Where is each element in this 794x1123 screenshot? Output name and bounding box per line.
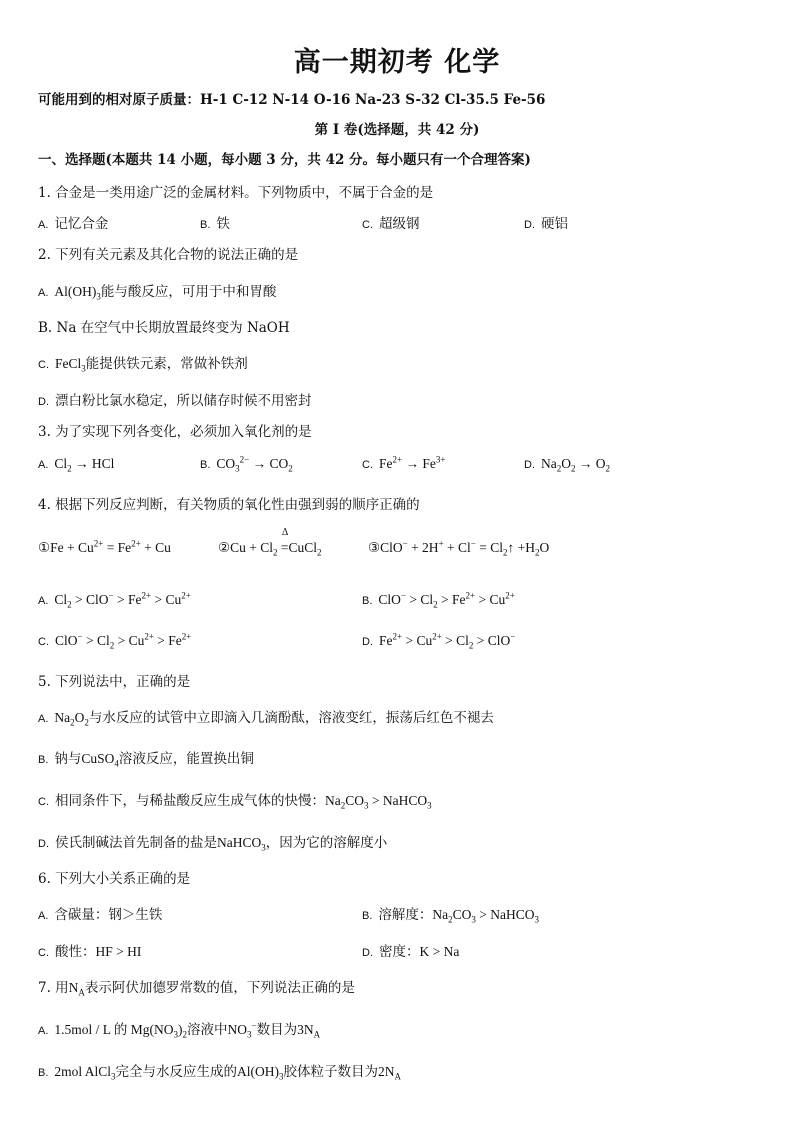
q3-option-a[interactable]: A. $Cl_2$ → HCl xyxy=(38,456,115,474)
q2-stem: 2. 下列有关元素及其化合物的说法正确的是 xyxy=(38,247,299,263)
q2-option-b[interactable]: B. Na 在空气中长期放置最终变为 NaOH xyxy=(38,320,290,336)
q4-option-d[interactable]: D. $Fe^{2+} > Cu^{2+} > Cl_2 > ClO^-$ xyxy=(362,631,516,651)
q6-option-a[interactable]: A. 含碳量：钢＞生铁 xyxy=(38,907,163,923)
q6-stem: 6. 下列大小关系正确的是 xyxy=(38,871,191,887)
q7-option-a[interactable]: A. 1.5mol / L 的 $Mg(NO_3)_2$溶液中$NO_3^-$数目为$3N_A$ xyxy=(38,1020,321,1040)
q4-stem: 4. 根据下列反应判断，有关物质的氧化性由强到弱的顺序正确的 xyxy=(38,497,420,513)
section-heading: 第 I 卷(选择题，共 42 分) xyxy=(314,122,480,138)
q3-stem: 3. 为了实现下列各变化，必须加入氧化剂的是 xyxy=(38,424,312,440)
q5-stem: 5. 下列说法中，正确的是 xyxy=(38,674,191,690)
q3-option-d[interactable]: D. $Na_2O_2 \to O_2$ xyxy=(524,456,610,474)
q1-option-c[interactable]: C. 超级钢 xyxy=(362,216,420,232)
q4-reaction-3: ③ClO− + $2H^+ + Cl^- = Cl_2↑ +H_2O$ xyxy=(368,538,550,558)
q2-option-d[interactable]: D. 漂白粉比氯水稳定，所以储存时候不用密封 xyxy=(38,393,312,409)
q6-option-d[interactable]: D. 密度：K > Na xyxy=(362,944,460,960)
q3-option-b[interactable]: B. $CO_3^{2-} \to CO_2$ xyxy=(200,454,293,474)
q4-option-a[interactable]: A. $Cl_2 > ClO^- > Fe^{2+} > Cu^{2+}$ xyxy=(38,590,191,610)
q6-option-b[interactable]: B. 溶解度：$Na_2CO_3$ > NaHCO$_3$ xyxy=(362,907,540,925)
q4-option-c[interactable]: C. $ClO^- > Cl_2 > Cu^{2+} > Fe^{2+}$ xyxy=(38,631,192,651)
part-heading: 一、选择题(本题共 14 小题，每小题 3 分，共 42 分。每小题只有一个合理答案) xyxy=(38,152,531,168)
q6-option-c[interactable]: C. 酸性：HF > HI xyxy=(38,944,142,960)
q7-option-b[interactable]: B. 2mol AlCl$_3$完全与水反应生成的$Al(OH)_3$胶体粒子数目为$2N_A$ xyxy=(38,1064,402,1082)
atomic-masses: 可能用到的相对原子质量：H-1 C-12 N-14 O-16 Na-23 S-32 Cl-35.5 Fe-56 xyxy=(38,92,546,108)
q1-option-b[interactable]: B. 铁 xyxy=(200,216,230,232)
q1-stem: 1. 合金是一类用途广泛的金属材料。下列物质中，不属于合金的是 xyxy=(38,185,434,201)
q5-option-b[interactable]: B. 钠与CuSO$_4$溶液反应，能置换出铜 xyxy=(38,751,254,769)
q7-stem: 7. 用$N_A$表示阿伏加德罗常数的值，下列说法正确的是 xyxy=(38,980,355,998)
q5-option-d[interactable]: D. 侯氏制碱法首先制备的盐是NaHCO$_3$，因为它的溶解度小 xyxy=(38,835,388,853)
q5-option-a[interactable]: A. $Na_2O_2$与水反应的试管中立即滴入几滴酚酞，溶液变红，振荡后红色不褪去 xyxy=(38,710,494,728)
q2-option-c[interactable]: C. FeCl$_3$能提供铁元素，常做补铁剂 xyxy=(38,356,248,374)
page-title: 高一期初考 化学 xyxy=(293,47,501,78)
q1-option-d[interactable]: D. 硬铝 xyxy=(524,216,568,232)
q2-option-a[interactable]: A. $Al(OH)_3$能与酸反应，可用于中和胃酸 xyxy=(38,284,277,302)
q4-reaction-2: ②Cu + $Cl_2$ = Δ CuCl$_2$ xyxy=(218,527,322,558)
q4-option-b[interactable]: B. $ClO^- > Cl_2 > Fe^{2+} > Cu^{2+}$ xyxy=(362,590,515,610)
q1-option-a[interactable]: A. 记忆合金 xyxy=(38,216,109,232)
q5-option-c[interactable]: C. 相同条件下，与稀盐酸反应生成气体的快慢：$Na_2CO_3$ > NaHCO$_3$ xyxy=(38,793,432,811)
q4-reaction-1: ①Fe + $Cu^{2+} = Fe^{2+} + Cu$ xyxy=(38,538,171,555)
q3-option-c[interactable]: C. $Fe^{2+} \to Fe^{3+}$ xyxy=(362,454,446,471)
